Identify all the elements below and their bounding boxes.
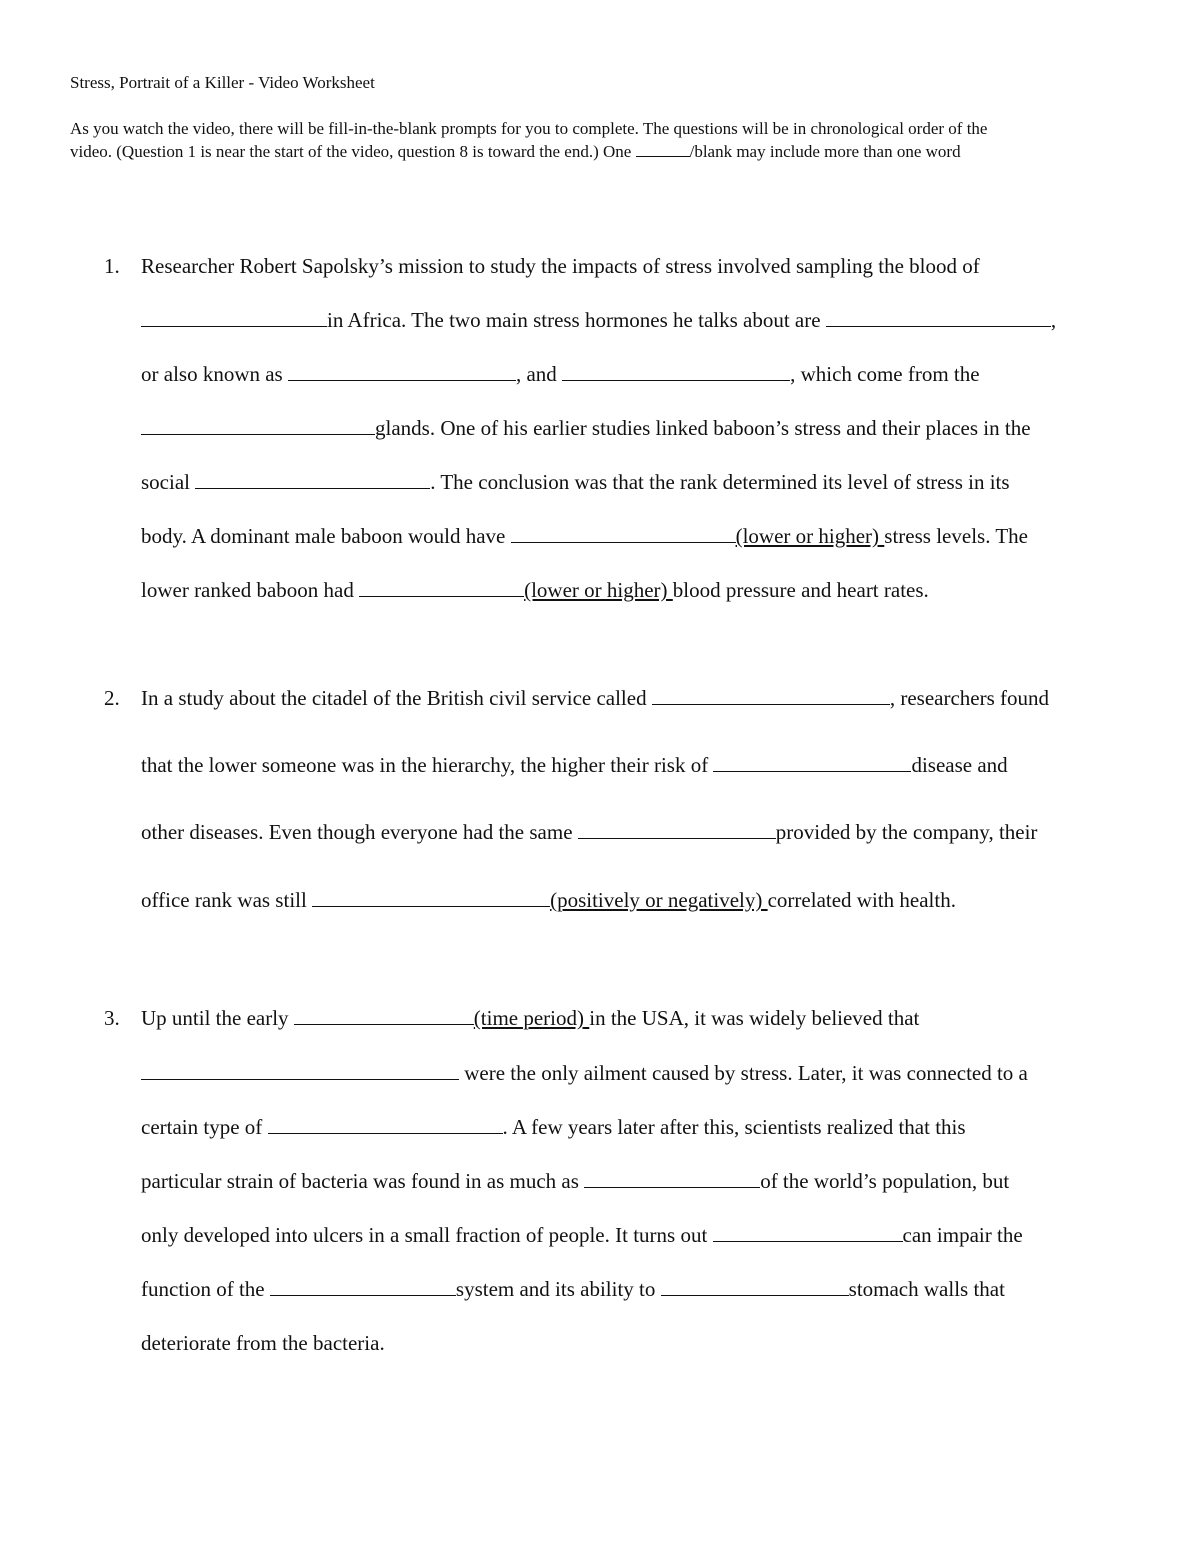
- question-text: or also known as: [141, 362, 288, 386]
- answer-blank[interactable]: [141, 308, 327, 327]
- question-text: . A few years later after this, scientists realized that this: [502, 1115, 966, 1139]
- question-line: [141, 1115, 966, 1140]
- answer-blank[interactable]: [826, 308, 1051, 327]
- answer-blank[interactable]: [195, 470, 430, 489]
- question-line: [141, 686, 1049, 711]
- question-text: certain type of: [141, 1115, 268, 1139]
- question-text: body. A dominant male baboon would have: [141, 524, 511, 548]
- instructions-line-1: As you watch the video, there will be fill-in-the-blank prompts for you to complete. The questions will be in chronological order of the: [70, 119, 988, 138]
- question-line: [141, 1223, 1023, 1248]
- question-text: lower ranked baboon had: [141, 578, 360, 602]
- answer-blank[interactable]: [713, 1223, 903, 1242]
- question-line: [141, 1331, 385, 1356]
- question-text: provided by the company, their: [775, 820, 1038, 844]
- worksheet-title: Stress, Portrait of a Killer - Video Worksheet: [70, 73, 375, 92]
- answer-blank[interactable]: [652, 686, 890, 705]
- instructions-line-2a: video. (Question 1 is near the start of the video, question 8 is toward the end.) One: [70, 142, 636, 161]
- answer-hint: (time period): [473, 1006, 590, 1030]
- question-line: [141, 1006, 919, 1031]
- question-text: deteriorate from the bacteria.: [141, 1331, 385, 1355]
- question-line: [141, 254, 980, 279]
- answer-blank[interactable]: [270, 1277, 456, 1296]
- answer-blank[interactable]: [141, 1061, 459, 1080]
- question-number: 1.: [104, 254, 120, 278]
- question-text: blood pressure and heart rates.: [672, 578, 929, 602]
- question-text: disease and: [911, 753, 1008, 777]
- question-line: [141, 1169, 1009, 1194]
- question-text: In a study about the citadel of the British civil service called: [141, 686, 652, 710]
- answer-blank[interactable]: [584, 1169, 760, 1188]
- instructions-line-2b: /blank may include more than one word: [689, 142, 961, 161]
- answer-blank[interactable]: [141, 416, 375, 435]
- question-line: [141, 753, 1008, 778]
- answer-blank[interactable]: [268, 1115, 503, 1134]
- question-text: function of the: [141, 1277, 270, 1301]
- answer-blank[interactable]: [511, 524, 736, 543]
- question-line: [141, 820, 1037, 845]
- question-text: stomach walls that: [848, 1277, 1005, 1301]
- instructions: [70, 117, 1145, 163]
- answer-blank[interactable]: [578, 820, 776, 839]
- question-line: [141, 888, 956, 913]
- question-text: were the only ailment caused by stress. Later, it was connected to a: [459, 1061, 1028, 1085]
- question-text: of the world’s population, but: [760, 1169, 1010, 1193]
- question-text: correlated with health.: [767, 888, 956, 912]
- question-line: [141, 362, 980, 387]
- question-text: can impair the: [902, 1223, 1023, 1247]
- answer-blank[interactable]: [562, 362, 790, 381]
- answer-blank[interactable]: [713, 753, 911, 772]
- question-text: in the USA, it was widely believed that: [589, 1006, 920, 1030]
- question-line: [141, 1277, 1005, 1302]
- question-text: that the lower someone was in the hierarchy, the higher their risk of: [141, 753, 714, 777]
- question-line: [141, 416, 1031, 441]
- answer-hint: (positively or negatively): [550, 888, 768, 912]
- question-line: [141, 524, 1028, 549]
- question-text: social: [141, 470, 196, 494]
- question-text: only developed into ulcers in a small fraction of people. It turns out: [141, 1223, 713, 1247]
- question-text: in Africa. The two main stress hormones he talks about are: [327, 308, 826, 332]
- answer-blank[interactable]: [312, 888, 550, 907]
- question-text: office rank was still: [141, 888, 313, 912]
- question-number: 3.: [104, 1006, 120, 1030]
- question-text: ,: [1050, 308, 1057, 332]
- question-text: , which come from the: [790, 362, 980, 386]
- question-text: Researcher Robert Sapolsky’s mission to study the impacts of stress involved sampling the blood of: [141, 254, 980, 278]
- question-text: other diseases. Even though everyone had the same: [141, 820, 578, 844]
- question-line: [141, 470, 1010, 495]
- question-line: [141, 308, 1056, 333]
- answer-blank[interactable]: [288, 362, 516, 381]
- example-blank: [636, 140, 690, 157]
- question-text: particular strain of bacteria was found in as much as: [141, 1169, 585, 1193]
- question-text: Up until the early: [141, 1006, 294, 1030]
- question-line: [141, 578, 929, 603]
- answer-blank[interactable]: [359, 578, 524, 597]
- question-text: glands. One of his earlier studies linked baboon’s stress and their places in the: [375, 416, 1031, 440]
- question-text: system and its ability to: [455, 1277, 661, 1301]
- answer-blank[interactable]: [661, 1277, 849, 1296]
- question-number: 2.: [104, 686, 120, 710]
- answer-hint: (lower or higher): [524, 578, 673, 602]
- answer-hint: (lower or higher): [735, 524, 885, 548]
- question-line: [141, 1061, 1028, 1086]
- answer-blank[interactable]: [294, 1006, 474, 1025]
- question-text: , researchers found: [889, 686, 1050, 710]
- question-text: , and: [515, 362, 563, 386]
- question-text: stress levels. The: [884, 524, 1028, 548]
- question-text: . The conclusion was that the rank determined its level of stress in its: [430, 470, 1010, 494]
